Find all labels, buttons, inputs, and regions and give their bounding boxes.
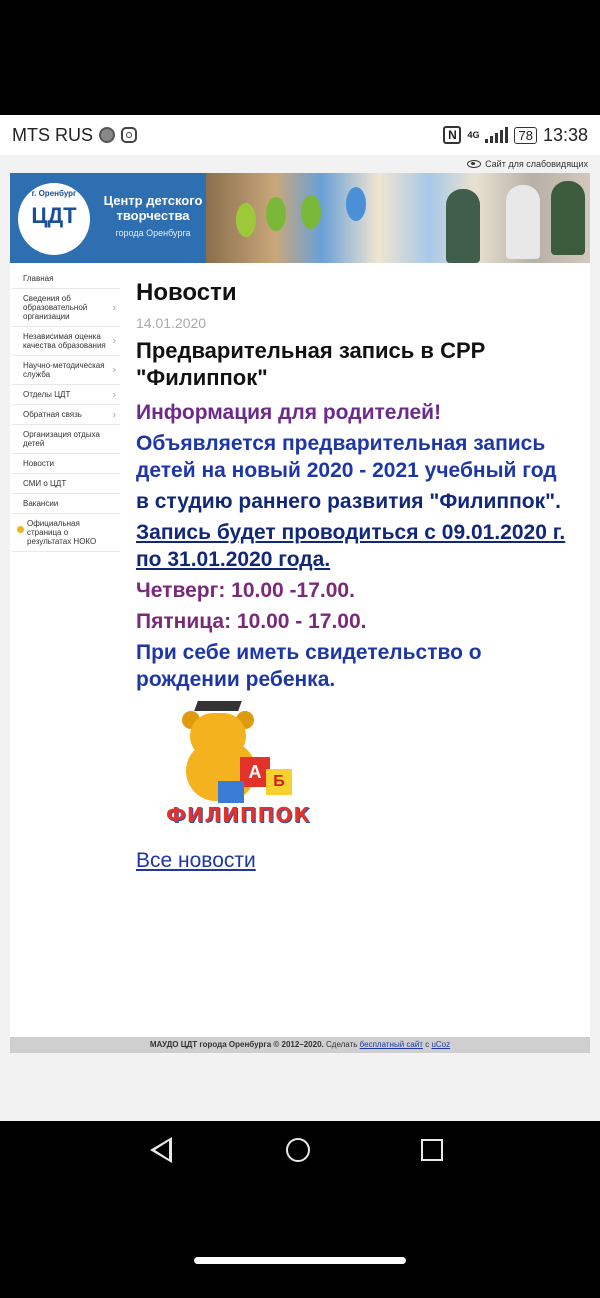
graduation-cap-icon: [194, 701, 242, 711]
footer-org: МАУДО ЦДТ города Оренбурга © 2012–2020.: [149, 1040, 324, 1049]
sidebar-item-methodical[interactable]: [12, 356, 120, 385]
ucoz-link[interactable]: uCoz: [431, 1040, 451, 1049]
main-content: [136, 269, 576, 873]
site-title: Центр детского творчества: [103, 193, 203, 223]
news-date: 14.01.2020: [136, 315, 207, 331]
sidebar-menu: [12, 269, 120, 552]
chrome-icon: [99, 127, 115, 143]
nfc-icon: N: [443, 126, 461, 144]
letter-block: Б: [266, 769, 292, 795]
header-photo: [206, 173, 590, 263]
parrot-image: [301, 195, 321, 229]
sidebar-item-vacancies[interactable]: [12, 494, 120, 514]
bear-icon: [17, 526, 24, 533]
sidebar-item-quality[interactable]: [12, 327, 120, 356]
article-paragraph: Пятница: 10.00 - 17.00.: [136, 610, 367, 633]
chevron-right-icon: ›: [112, 335, 116, 347]
logo-city: г. Оренбург: [31, 189, 77, 198]
sidebar-item-feedback[interactable]: [12, 405, 120, 425]
sidebar-item-label: Сведения об образовательной организации: [23, 294, 88, 321]
chevron-right-icon: ›: [112, 364, 116, 376]
web-page: [0, 155, 600, 1121]
footer-make: Сделать: [326, 1040, 358, 1049]
footer-with: с: [425, 1040, 430, 1049]
parrot-image: [346, 187, 366, 221]
clock: 13:38: [542, 124, 588, 145]
sidebar-item-departments[interactable]: [12, 385, 120, 405]
filippok-logo-text: ФИЛИППОК: [166, 803, 311, 827]
sidebar-item-home[interactable]: [12, 269, 120, 289]
instagram-icon: [121, 127, 137, 143]
sidebar-item-label: Отделы ЦДТ: [23, 390, 71, 399]
article-title: Предварительная запись в СРР "Филиппок": [136, 338, 486, 390]
article-paragraph: Объявляется предварительная запись детей на новый 2020 - 2021 учебный год: [136, 432, 557, 482]
article-paragraph: При себе иметь свидетельство о рождении ребенка.: [136, 641, 482, 691]
article-paragraph: Четверг: 10.00 -17.00.: [136, 579, 355, 602]
person-image: [506, 185, 540, 259]
page-title: Новости: [136, 279, 237, 306]
back-icon-inner: [155, 1141, 169, 1159]
sidebar-item-label: Главная: [23, 274, 54, 283]
site-subtitle: города Оренбурга: [115, 228, 191, 238]
sidebar-item-label: Новости: [23, 459, 54, 468]
signal-icon: [485, 127, 508, 143]
carrier-name: MTS RUS: [12, 124, 93, 145]
sidebar-item-label: Вакансии: [23, 499, 59, 508]
network-type: 4G: [467, 129, 480, 140]
chevron-right-icon: ›: [112, 389, 116, 400]
sidebar-item-news[interactable]: [12, 454, 120, 474]
letter-block: [218, 781, 244, 803]
sidebar-item-leisure[interactable]: [12, 425, 120, 454]
sidebar-item-media[interactable]: [12, 474, 120, 494]
letter-block: А: [240, 757, 270, 787]
logo-text: ЦДТ: [31, 203, 77, 228]
parrot-image: [266, 197, 286, 231]
sidebar-item-org-info[interactable]: [12, 289, 120, 327]
all-news-link[interactable]: Все новости: [136, 849, 256, 872]
article-paragraph: Запись будет проводиться с 09.01.2020 г. по 31.01.2020 года.: [136, 521, 566, 571]
filippok-image: [166, 701, 311, 829]
article-paragraph: в студию раннего развития "Филиппок".: [136, 490, 561, 513]
eye-icon: [467, 160, 481, 168]
home-icon[interactable]: [286, 1138, 310, 1162]
sidebar-item-noko[interactable]: [12, 514, 120, 552]
recent-apps-icon[interactable]: [421, 1139, 443, 1161]
battery-icon: 78: [514, 127, 536, 144]
accessibility-link[interactable]: [467, 159, 588, 169]
system-nav-bar: [0, 1121, 600, 1298]
site-logo[interactable]: [18, 183, 90, 255]
status-bar: [0, 115, 600, 155]
sidebar-item-label: Официальная страница о результатах НОКО: [27, 519, 97, 546]
sidebar-item-label: Научно-методическая служба: [23, 361, 105, 379]
home-indicator[interactable]: [194, 1257, 406, 1264]
person-image: [551, 181, 585, 255]
person-image: [446, 189, 480, 263]
bear-head: [190, 713, 246, 759]
sidebar-item-label: СМИ о ЦДТ: [23, 479, 67, 488]
site-header: [10, 173, 590, 263]
site-footer: [10, 1037, 590, 1053]
parrot-image: [236, 203, 256, 237]
site-container: [10, 173, 590, 1053]
free-site-link[interactable]: бесплатный сайт: [359, 1040, 423, 1049]
sidebar-item-label: Организация отдыха детей: [23, 430, 100, 448]
chevron-right-icon: ›: [112, 302, 116, 313]
article-paragraph: Информация для родителей!: [136, 401, 442, 424]
chevron-right-icon: ›: [112, 409, 116, 420]
accessibility-label: Сайт для слабовидящих: [485, 159, 588, 169]
sidebar-item-label: Независимая оценка качества образования: [23, 332, 106, 350]
sidebar-item-label: Обратная связь: [23, 410, 82, 419]
